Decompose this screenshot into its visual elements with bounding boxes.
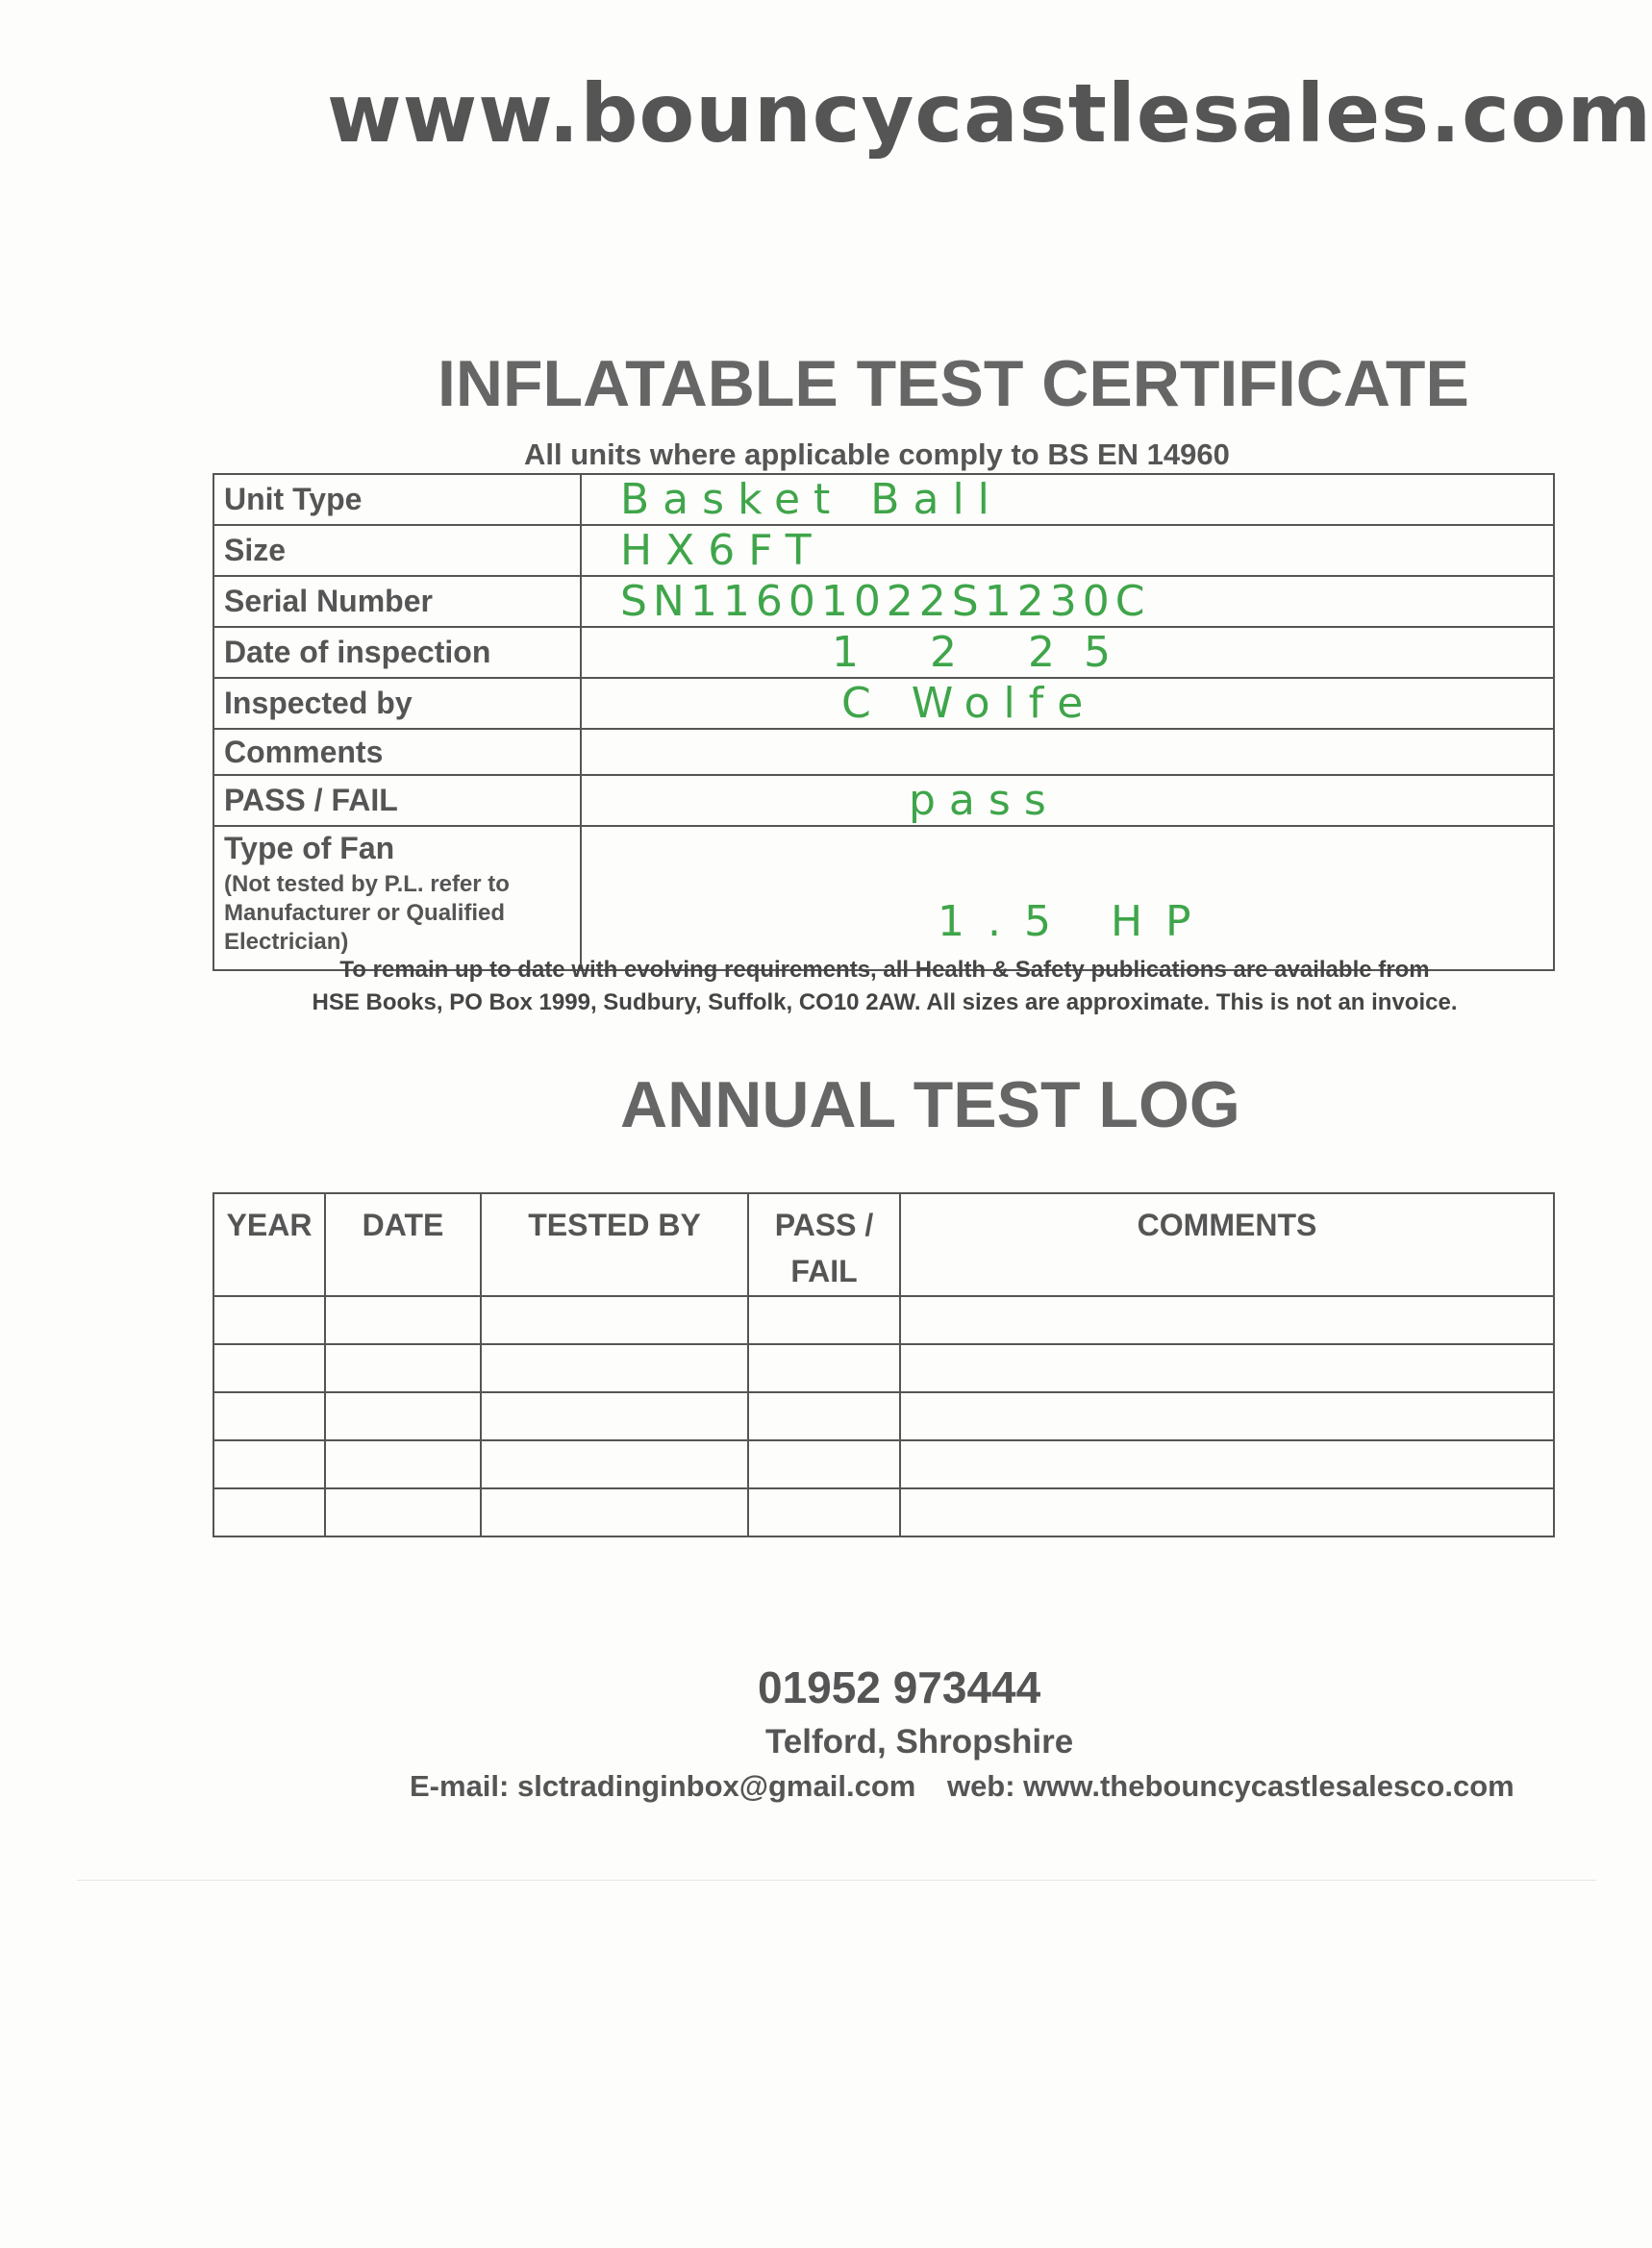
col-tested-by: TESTED BY bbox=[481, 1193, 748, 1296]
log-cell[interactable] bbox=[748, 1440, 900, 1488]
log-cell[interactable] bbox=[213, 1392, 325, 1440]
log-cell[interactable] bbox=[213, 1488, 325, 1536]
log-row bbox=[213, 1392, 1554, 1440]
col-date: DATE bbox=[325, 1193, 481, 1296]
log-cell[interactable] bbox=[748, 1344, 900, 1392]
value-size: HX6FT bbox=[581, 525, 1554, 576]
value-comments bbox=[581, 729, 1554, 775]
log-cell[interactable] bbox=[213, 1344, 325, 1392]
log-cell[interactable] bbox=[325, 1440, 481, 1488]
label-type-of-fan bbox=[213, 826, 581, 970]
label-unit-type: Unit Type bbox=[213, 474, 581, 525]
log-cell[interactable] bbox=[900, 1296, 1554, 1344]
log-cell[interactable] bbox=[213, 1296, 325, 1344]
col-year: YEAR bbox=[213, 1193, 325, 1296]
log-header-row bbox=[213, 1193, 1554, 1296]
certificate-subtitle: All units where applicable comply to BS EN 14960 bbox=[524, 437, 1230, 471]
log-cell[interactable] bbox=[481, 1344, 748, 1392]
fan-label: Type of Fan bbox=[224, 831, 395, 865]
label-serial-number: Serial Number bbox=[213, 576, 581, 627]
log-cell[interactable] bbox=[325, 1488, 481, 1536]
website-banner: www.bouncycastlesales.com bbox=[327, 66, 1652, 161]
row-unit-type bbox=[213, 474, 1554, 525]
log-cell[interactable] bbox=[481, 1392, 748, 1440]
value-pass-fail: pass bbox=[581, 775, 1554, 826]
log-cell[interactable] bbox=[900, 1344, 1554, 1392]
hse-disclaimer bbox=[212, 954, 1558, 1019]
value-type-of-fan: 1.5 HP bbox=[581, 826, 1554, 970]
row-size bbox=[213, 525, 1554, 576]
log-cell[interactable] bbox=[325, 1392, 481, 1440]
label-size: Size bbox=[213, 525, 581, 576]
footer-phone: 01952 973444 bbox=[758, 1662, 1041, 1712]
log-cell[interactable] bbox=[325, 1296, 481, 1344]
log-cell[interactable] bbox=[900, 1440, 1554, 1488]
row-comments bbox=[213, 729, 1554, 775]
page-divider bbox=[77, 1880, 1596, 1881]
col-pass-fail: PASS / FAIL bbox=[748, 1193, 900, 1296]
footer-location: Telford, Shropshire bbox=[765, 1723, 1074, 1761]
hse-line-1: To remain up to date with evolving requirements, all Health & Safety publications are available from bbox=[339, 957, 1430, 983]
annual-log-title: ANNUAL TEST LOG bbox=[620, 1068, 1240, 1141]
log-cell[interactable] bbox=[213, 1440, 325, 1488]
footer-contact bbox=[410, 1769, 1514, 1804]
row-date-of-inspection bbox=[213, 627, 1554, 678]
log-cell[interactable] bbox=[748, 1296, 900, 1344]
log-cell[interactable] bbox=[481, 1440, 748, 1488]
row-type-of-fan bbox=[213, 826, 1554, 970]
value-serial-number: SN11601022S1230C bbox=[581, 576, 1554, 627]
row-pass-fail bbox=[213, 775, 1554, 826]
log-row bbox=[213, 1296, 1554, 1344]
log-cell[interactable] bbox=[325, 1344, 481, 1392]
value-unit-type: Basket Ball bbox=[581, 474, 1554, 525]
log-cell[interactable] bbox=[481, 1488, 748, 1536]
annual-log-table bbox=[213, 1192, 1555, 1537]
label-comments: Comments bbox=[213, 729, 581, 775]
log-cell[interactable] bbox=[900, 1392, 1554, 1440]
certificate-title: INFLATABLE TEST CERTIFICATE bbox=[438, 347, 1469, 420]
footer-email[interactable]: E-mail: slctradinginbox@gmail.com bbox=[410, 1769, 916, 1803]
label-date-of-inspection: Date of inspection bbox=[213, 627, 581, 678]
row-inspected-by bbox=[213, 678, 1554, 729]
footer-web[interactable]: web: www.thebouncycastlesalesco.com bbox=[946, 1769, 1514, 1803]
row-serial-number bbox=[213, 576, 1554, 627]
log-row bbox=[213, 1440, 1554, 1488]
log-cell[interactable] bbox=[748, 1392, 900, 1440]
value-date-of-inspection: 1 2 25 bbox=[581, 627, 1554, 678]
fan-note: (Not tested by P.L. refer to Manufacturer or Qualified Electrician) bbox=[224, 871, 510, 955]
log-row bbox=[213, 1344, 1554, 1392]
hse-line-2: HSE Books, PO Box 1999, Sudbury, Suffolk, CO10 2AW. All sizes are approximate. This is not an invoice. bbox=[312, 989, 1458, 1015]
label-pass-fail: PASS / FAIL bbox=[213, 775, 581, 826]
log-row bbox=[213, 1488, 1554, 1536]
col-comments: COMMENTS bbox=[900, 1193, 1554, 1296]
log-cell[interactable] bbox=[748, 1488, 900, 1536]
label-inspected-by: Inspected by bbox=[213, 678, 581, 729]
log-cell[interactable] bbox=[481, 1296, 748, 1344]
log-cell[interactable] bbox=[900, 1488, 1554, 1536]
certificate-table bbox=[213, 473, 1555, 971]
value-inspected-by: C Wolfe bbox=[581, 678, 1554, 729]
